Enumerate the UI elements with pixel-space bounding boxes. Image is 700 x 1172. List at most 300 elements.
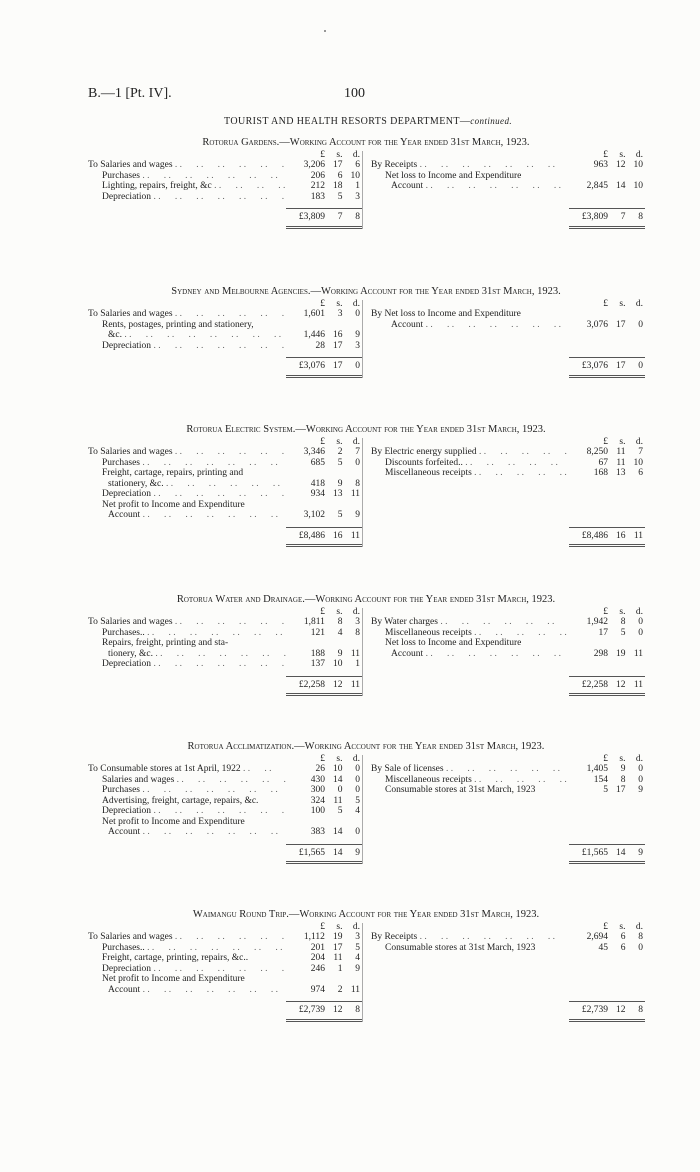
amount-pounds: 324 xyxy=(310,795,325,806)
amount-shillings: 11 xyxy=(333,953,343,963)
money-column-headings xyxy=(88,923,362,932)
account-waimangu-round-trip xyxy=(88,909,644,1022)
amount-shillings: 11 xyxy=(333,795,343,806)
line-item-label: Freight, cartage, repairs, printing and xyxy=(102,468,244,478)
heading-units xyxy=(569,755,645,764)
amount-pence: 0 xyxy=(638,361,643,371)
amount-pounds: £2,739 xyxy=(298,1005,325,1015)
line-item-amount xyxy=(286,458,362,469)
spacer-row xyxy=(371,796,645,807)
amount-pounds: 154 xyxy=(593,774,608,785)
amount-pence: 11 xyxy=(350,984,360,995)
amount-shillings: 3 xyxy=(337,309,343,319)
debit-line-item xyxy=(88,510,362,521)
debit-total xyxy=(88,670,362,691)
debit-line-item xyxy=(88,932,362,943)
heading-pence: d. xyxy=(352,299,360,309)
debit-line-item xyxy=(88,192,362,203)
heading-units xyxy=(569,438,645,447)
heading-pounds: £ xyxy=(320,922,325,932)
heading-shillings: s. xyxy=(336,922,343,932)
line-item-amount xyxy=(286,943,362,954)
amount-shillings: 9 xyxy=(337,648,343,659)
amount-shillings: 18 xyxy=(332,181,343,191)
amount-pounds: 5 xyxy=(603,785,608,795)
amount-pence: 11 xyxy=(350,648,360,659)
debit-line-item xyxy=(88,330,362,341)
spacer-row xyxy=(371,827,645,838)
total-double-rule xyxy=(286,372,362,378)
amount-pounds: 298 xyxy=(593,648,608,659)
heading-pence: d. xyxy=(635,150,643,160)
amount-pounds: £1,565 xyxy=(581,847,608,858)
heading-pounds: £ xyxy=(603,754,608,764)
amount-pence: 9 xyxy=(355,963,360,974)
amount-shillings: 14 xyxy=(332,847,343,858)
amount-shillings: 2 xyxy=(337,984,343,995)
amount-pence: 7 xyxy=(638,447,643,457)
amount-shillings: 12 xyxy=(332,679,343,690)
amount-pence: 8 xyxy=(355,478,360,489)
amount-pence: 3 xyxy=(355,340,360,351)
heading-pence: d. xyxy=(635,437,643,447)
heading-pence: d. xyxy=(635,754,643,764)
line-item-label: Net profit to Income and Expenditure xyxy=(102,816,245,827)
line-item-label: To Consumable stores at 1st April, 1922 . . xyxy=(88,764,286,775)
amount-shillings: 5 xyxy=(337,806,343,816)
amount-pounds: 3,076 xyxy=(586,319,608,330)
heading-pounds: £ xyxy=(603,607,608,617)
amount-shillings: 16 xyxy=(332,530,343,541)
heading-units xyxy=(286,300,362,309)
line-item-amount xyxy=(286,659,362,670)
amount-pounds: 3,102 xyxy=(303,510,325,520)
line-item-amount xyxy=(286,785,362,796)
amount-pounds: 45 xyxy=(598,942,608,953)
heading-pounds: £ xyxy=(320,299,325,309)
amount-shillings: 13 xyxy=(332,489,343,499)
line-item-label: Account . . xyxy=(371,649,569,660)
total-double-rule xyxy=(569,372,645,378)
heading-units xyxy=(286,755,362,764)
page-number: 100 xyxy=(344,86,365,101)
heading-units xyxy=(569,608,645,617)
line-item-amount xyxy=(569,649,645,660)
amount-shillings: 10 xyxy=(332,659,343,669)
credit-line-item xyxy=(371,458,645,469)
line-item-label: Depreciation . . xyxy=(88,659,286,670)
total-amount xyxy=(286,208,362,223)
debit-line-item xyxy=(88,628,362,639)
line-item-label: Purchases.. . . xyxy=(88,628,286,639)
money-column-headings xyxy=(371,608,645,617)
account-title: Rotorua Gardens.—Working Account for the Year ended 31st March, 1923. xyxy=(202,137,530,148)
spacer-row xyxy=(371,479,645,490)
line-item-label: To Salaries and wages . . xyxy=(88,932,286,943)
amount-pence: 0 xyxy=(355,774,360,785)
line-item-label: Discounts forfeited.. . . xyxy=(371,458,569,469)
amount-pence: 0 xyxy=(638,627,643,638)
line-item-amount xyxy=(569,320,645,331)
line-item-amount xyxy=(286,181,362,192)
amount-pounds: 2,694 xyxy=(586,932,608,942)
amount-shillings: 14 xyxy=(615,847,626,858)
credit-line-item xyxy=(371,649,645,660)
amount-pence: 9 xyxy=(638,785,643,795)
amount-pounds: 1,112 xyxy=(303,932,325,942)
line-item-amount xyxy=(569,617,645,628)
amount-pounds: 418 xyxy=(310,478,325,489)
line-item-amount xyxy=(286,964,362,975)
debit-side xyxy=(88,755,363,864)
heading-units xyxy=(286,608,362,617)
line-item-label: Account . . xyxy=(371,320,569,331)
amount-pounds: 963 xyxy=(593,160,608,170)
line-item-amount xyxy=(286,510,362,521)
debit-total xyxy=(88,202,362,223)
line-item-label: To Salaries and wages . . xyxy=(88,447,286,458)
amount-pounds: 183 xyxy=(310,191,325,202)
amount-shillings: 9 xyxy=(620,764,626,774)
amount-pence: 9 xyxy=(355,847,360,858)
total-amount xyxy=(569,676,645,691)
account-rotorua-electric-system xyxy=(88,424,644,547)
credit-line-item xyxy=(371,160,645,171)
line-item-amount xyxy=(286,796,362,807)
department-subtitle-text: TOURIST AND HEALTH RESORTS DEPARTMENT— xyxy=(224,116,471,127)
line-item-amount xyxy=(569,932,645,943)
amount-pounds: 17 xyxy=(598,627,608,638)
line-item-label: stationery, &c. . . xyxy=(88,479,286,490)
account-title: Waimangu Round Trip.—Working Account for the Year ended 31st March, 1923. xyxy=(192,909,540,920)
amount-shillings: 8 xyxy=(620,774,626,785)
amount-pence: 0 xyxy=(355,361,360,371)
credit-side xyxy=(371,438,645,547)
debit-line-item xyxy=(88,659,362,670)
spacer-row xyxy=(371,817,645,828)
line-item-amount xyxy=(569,458,645,469)
amount-pence: 9 xyxy=(638,847,643,858)
money-column-headings xyxy=(88,755,362,764)
amount-shillings: 12 xyxy=(615,160,626,170)
debit-line-item xyxy=(88,806,362,817)
heading-pounds: £ xyxy=(603,150,608,160)
debit-line-item xyxy=(88,943,362,954)
credit-total xyxy=(371,351,645,372)
line-item-label: Rents, postages, printing and stationery, xyxy=(102,319,254,330)
amount-pence: 6 xyxy=(638,468,643,478)
heading-pounds: £ xyxy=(603,922,608,932)
debit-line-item xyxy=(88,964,362,975)
amount-shillings: 19 xyxy=(332,932,343,942)
line-item-label: Net loss to Income and Expenditure xyxy=(385,170,522,181)
amount-pounds: 28 xyxy=(315,340,325,351)
credit-total xyxy=(371,838,645,859)
heading-pence: d. xyxy=(635,922,643,932)
amount-pence: 7 xyxy=(355,447,360,457)
amount-shillings: 7 xyxy=(337,212,343,222)
line-item-label: By Receipts . . xyxy=(371,160,569,171)
heading-pence: d. xyxy=(352,150,360,160)
heading-shillings: s. xyxy=(619,437,626,447)
debit-side xyxy=(88,608,363,696)
credit-line-item xyxy=(371,932,645,943)
line-item-amount xyxy=(286,649,362,660)
credit-line-item xyxy=(371,628,645,639)
money-column-headings xyxy=(371,438,645,447)
amount-pence: 0 xyxy=(638,774,643,785)
account-sydney-melbourne-agencies xyxy=(88,286,644,378)
amount-shillings: 13 xyxy=(615,468,626,478)
heading-shillings: s. xyxy=(336,754,343,764)
heading-pounds: £ xyxy=(320,437,325,447)
debit-line-item xyxy=(88,468,362,479)
line-item-label: To Salaries and wages . . xyxy=(88,160,286,171)
amount-shillings: 11 xyxy=(616,447,626,457)
account-title: Rotorua Water and Drainage.—Working Account for the Year ended 31st March, 1923. xyxy=(176,594,556,605)
account-body xyxy=(88,300,644,378)
heading-shillings: s. xyxy=(619,150,626,160)
line-item-label: Depreciation . . xyxy=(88,964,286,975)
amount-pence: 4 xyxy=(355,806,360,816)
amount-shillings: 10 xyxy=(332,764,343,774)
debit-line-item xyxy=(88,974,362,985)
line-item-amount xyxy=(286,192,362,203)
amount-pounds: 188 xyxy=(310,648,325,659)
debit-side xyxy=(88,438,363,547)
line-item-label: By Receipts . . xyxy=(371,932,569,943)
scan-speck xyxy=(324,30,326,32)
line-item-amount xyxy=(569,468,645,479)
amount-pounds: 1,942 xyxy=(586,617,608,627)
total-double-rule xyxy=(569,1016,645,1022)
line-item-label: By Net loss to Income and Expenditure xyxy=(371,309,521,319)
amount-shillings: 6 xyxy=(620,932,626,942)
line-item-amount xyxy=(286,764,362,775)
amount-pence: 11 xyxy=(350,489,360,499)
debit-line-item xyxy=(88,458,362,469)
amount-shillings: 19 xyxy=(615,648,626,659)
heading-pence: d. xyxy=(635,299,643,309)
line-item-label: Depreciation . . xyxy=(88,341,286,352)
amount-pounds: £2,258 xyxy=(298,679,325,690)
line-item-amount xyxy=(286,447,362,458)
total-double-rule xyxy=(286,858,362,864)
line-item-amount xyxy=(286,330,362,341)
line-item-amount xyxy=(569,775,645,786)
amount-pounds: £2,258 xyxy=(581,679,608,690)
line-item-amount xyxy=(569,943,645,954)
amount-pounds: 300 xyxy=(310,785,325,795)
amount-pounds: 3,346 xyxy=(303,447,325,457)
total-double-rule xyxy=(286,690,362,696)
debit-line-item xyxy=(88,500,362,511)
amount-shillings: 14 xyxy=(332,827,343,837)
amount-pence: 10 xyxy=(350,170,360,181)
spacer-row xyxy=(371,192,645,203)
amount-pounds: 137 xyxy=(310,659,325,669)
amount-pounds: 685 xyxy=(310,457,325,468)
credit-line-item xyxy=(371,447,645,458)
amount-pence: 6 xyxy=(355,160,360,170)
total-amount xyxy=(569,208,645,223)
heading-pounds: £ xyxy=(603,437,608,447)
debit-line-item xyxy=(88,638,362,649)
line-item-amount xyxy=(569,181,645,192)
money-column-headings xyxy=(371,300,645,309)
amount-pounds: 67 xyxy=(598,457,608,468)
amount-pounds: £3,809 xyxy=(581,212,608,222)
heading-shillings: s. xyxy=(336,607,343,617)
amount-shillings: 0 xyxy=(337,785,343,795)
amount-pence: 10 xyxy=(633,457,643,468)
total-amount xyxy=(286,676,362,691)
continued-note: continued. xyxy=(470,116,512,126)
line-item-label: Miscellaneous receipts . . xyxy=(371,628,569,639)
amount-shillings: 17 xyxy=(332,942,343,953)
total-amount xyxy=(569,357,645,372)
amount-pounds: 206 xyxy=(310,170,325,181)
amount-pounds: 1,601 xyxy=(303,309,325,319)
amount-pence: 11 xyxy=(350,530,360,541)
credit-side xyxy=(371,151,645,229)
report-reference: B.—1 [Pt. IV]. xyxy=(88,86,172,101)
credit-line-item xyxy=(371,943,645,954)
line-item-amount xyxy=(286,479,362,490)
line-item-label: &c. . . xyxy=(88,330,286,341)
amount-shillings: 8 xyxy=(620,617,626,627)
heading-pounds: £ xyxy=(320,150,325,160)
amount-pounds: 168 xyxy=(593,468,608,478)
line-item-label: By Electric energy supplied . . xyxy=(371,447,569,458)
line-item-amount xyxy=(286,160,362,171)
line-item-amount xyxy=(286,309,362,320)
account-body xyxy=(88,608,644,696)
amount-pence: 1 xyxy=(355,659,360,669)
line-item-label: Account . . xyxy=(88,985,286,996)
debit-line-item xyxy=(88,764,362,775)
line-item-label: By Water charges . . xyxy=(371,617,569,628)
money-column-headings xyxy=(88,438,362,447)
heading-shillings: s. xyxy=(619,754,626,764)
line-item-label: Account . . xyxy=(88,510,286,521)
amount-shillings: 17 xyxy=(332,340,343,351)
debit-total xyxy=(88,995,362,1016)
amount-pounds: 1,446 xyxy=(303,330,325,340)
amount-pence: 0 xyxy=(638,617,643,627)
debit-line-item xyxy=(88,160,362,171)
amount-pence: 11 xyxy=(633,530,643,541)
account-title: Rotorua Electric System.—Working Account for the Year ended 31st March, 1923. xyxy=(186,424,546,435)
line-item-amount xyxy=(569,160,645,171)
amount-shillings: 11 xyxy=(616,457,626,468)
account-rotorua-gardens xyxy=(88,137,644,229)
amount-pounds: £3,076 xyxy=(581,361,608,371)
account-rotorua-water-drainage xyxy=(88,594,644,696)
amount-shillings: 16 xyxy=(332,330,343,340)
heading-pence: d. xyxy=(352,922,360,932)
heading-units xyxy=(286,151,362,160)
debit-line-item xyxy=(88,817,362,828)
line-item-label: Miscellaneous receipts . . xyxy=(371,775,569,786)
credit-line-item xyxy=(371,617,645,628)
line-item-label: Purchases . . xyxy=(88,785,286,796)
credit-side xyxy=(371,923,645,1022)
line-item-label: Net loss to Income and Expenditure xyxy=(385,638,522,648)
line-item-label: Advertising, freight, cartage, repairs, &c. xyxy=(102,795,259,806)
amount-pence: 0 xyxy=(355,309,360,319)
amount-pence: 8 xyxy=(638,932,643,942)
line-item-amount xyxy=(286,628,362,639)
money-column-headings xyxy=(88,608,362,617)
line-item-amount xyxy=(286,932,362,943)
amount-pence: 9 xyxy=(355,510,360,520)
line-item-label: Depreciation . . xyxy=(88,489,286,500)
amount-pence: 4 xyxy=(355,953,360,963)
spacer-row xyxy=(371,659,645,670)
line-item-amount xyxy=(286,827,362,838)
amount-pounds: 212 xyxy=(310,181,325,191)
debit-line-item xyxy=(88,181,362,192)
line-item-amount xyxy=(286,985,362,996)
credit-line-item xyxy=(371,309,645,320)
money-column-headings xyxy=(371,151,645,160)
debit-line-item xyxy=(88,775,362,786)
line-item-amount xyxy=(286,953,362,964)
debit-line-item xyxy=(88,489,362,500)
amount-pence: 11 xyxy=(633,679,643,690)
spacer-row xyxy=(371,500,645,511)
spacer-row xyxy=(371,510,645,521)
heading-shillings: s. xyxy=(336,299,343,309)
credit-total xyxy=(371,202,645,223)
debit-total xyxy=(88,838,362,859)
account-rotorua-acclimatization xyxy=(88,741,644,864)
amount-pence: 10 xyxy=(633,181,643,191)
total-double-rule xyxy=(286,1016,362,1022)
heading-pence: d. xyxy=(352,754,360,764)
line-item-label: tionery, &c. . . xyxy=(88,649,286,660)
heading-shillings: s. xyxy=(336,150,343,160)
amount-shillings: 2 xyxy=(337,447,343,457)
amount-pence: 8 xyxy=(638,212,643,222)
total-amount xyxy=(286,527,362,542)
amount-pounds: 2,845 xyxy=(586,181,608,191)
heading-shillings: s. xyxy=(619,607,626,617)
amount-shillings: 5 xyxy=(337,191,343,202)
debit-total xyxy=(88,351,362,372)
line-item-label: Net profit to Income and Expenditure xyxy=(102,499,245,510)
amount-pence: 0 xyxy=(638,942,643,953)
credit-side xyxy=(371,300,645,378)
line-item-amount xyxy=(286,806,362,817)
amount-pence: 8 xyxy=(638,1005,643,1015)
amount-shillings: 5 xyxy=(337,457,343,468)
debit-line-item xyxy=(88,309,362,320)
spacer-row xyxy=(371,964,645,975)
spacer-row xyxy=(371,985,645,996)
line-item-label: Depreciation . . xyxy=(88,806,286,817)
amount-pounds: 246 xyxy=(310,963,325,974)
credit-line-item xyxy=(371,468,645,479)
amount-pence: 8 xyxy=(355,627,360,638)
spacer-row xyxy=(371,341,645,352)
total-amount xyxy=(286,357,362,372)
amount-pounds: 974 xyxy=(310,984,325,995)
debit-line-item xyxy=(88,649,362,660)
heading-shillings: s. xyxy=(619,922,626,932)
account-body xyxy=(88,755,644,864)
